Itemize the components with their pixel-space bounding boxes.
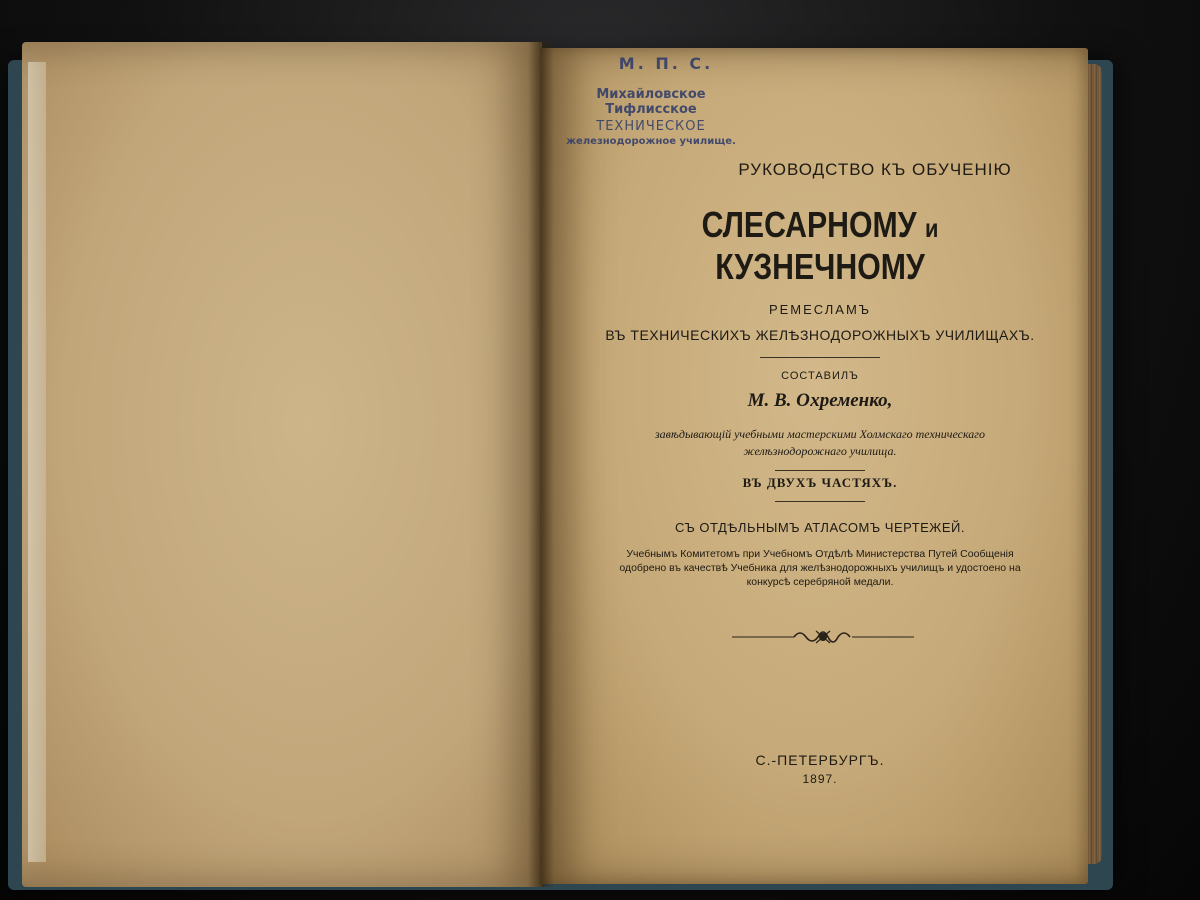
imprint <box>740 752 900 786</box>
guide-line: РУКОВОДСТВО КЪ ОБУЧЕНІЮ <box>738 160 1012 179</box>
author-name: М. В. Охременко, <box>747 390 893 411</box>
main-title-part-2: КУЗНЕЧНОМУ <box>715 246 925 287</box>
divider-rule-short <box>775 470 865 471</box>
author-position: завѣдывающій учебными мастерскими Холмскаго техническаго желѣзнодорожнаго училища. <box>655 427 985 458</box>
divider-rule-short-2 <box>775 501 865 502</box>
stamp-line-3: ТЕХНИЧЕСКОЕ <box>596 119 706 134</box>
endpaper-strip <box>28 62 46 862</box>
stamp-line-4: железнодорожное училище. <box>566 136 736 147</box>
stamp-line-1: М. П. С. <box>618 54 714 73</box>
main-title-conjunction: и <box>924 213 939 243</box>
crafts-line: РЕМЕСЛАМЪ <box>768 302 872 317</box>
library-stamp <box>556 54 746 147</box>
compiled-by-label: СОСТАВИЛЪ <box>781 370 859 382</box>
atlas-line: СЪ ОТДѢЛЬНЫМЪ АТЛАСОМЪ ЧЕРТЕЖЕЙ. <box>675 520 965 535</box>
title-block <box>590 160 1050 589</box>
main-title <box>627 204 1013 288</box>
main-title-part-1: СЛЕСАРНОМУ <box>701 204 917 245</box>
ornament-flourish <box>732 626 914 648</box>
approval-note: Учебнымъ Комитетомъ при Учебномъ Отдѣлѣ Министерства Путей Сообщенія одобрено въ качествѣ Учебника для желѣзнодорожныхъ училищъ и удостоено на конкурсѣ серебряной медали. <box>619 548 1021 588</box>
stamp-line-2: Михайловское Тифлисское <box>596 87 706 117</box>
imprint-year: 1897. <box>802 772 838 786</box>
imprint-city: С.-ПЕТЕРБУРГЪ. <box>755 752 885 768</box>
book-gutter <box>528 42 554 887</box>
parts-line: ВЪ ДВУХЪ ЧАСТЯХЪ. <box>742 475 898 490</box>
schools-line: ВЪ ТЕХНИЧЕСКИХЪ ЖЕЛѢЗНОДОРОЖНЫХЪ УЧИЛИЩАХЪ. <box>605 327 1035 343</box>
divider-rule <box>760 357 880 358</box>
left-blank-page <box>22 42 542 887</box>
